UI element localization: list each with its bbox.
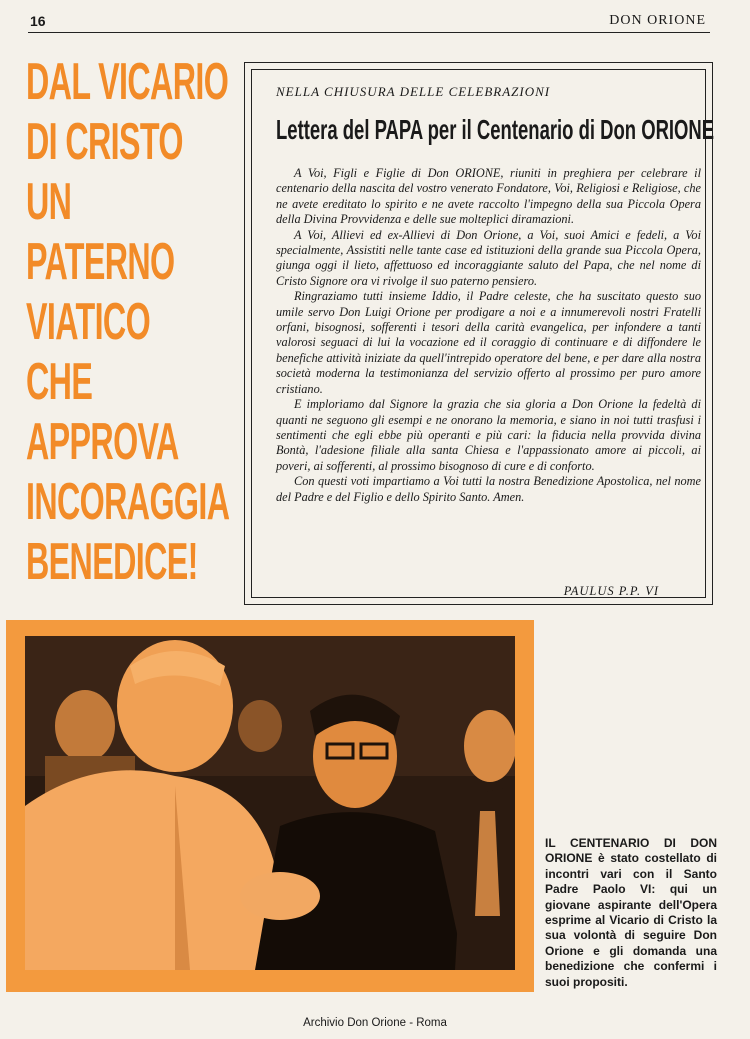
caption-text: è stato costellato di incontri vari con il Santo Padre Paolo VI: qui un giovane aspirante dell'Opera esprime al Vicario di Cristo la sua volontà di seguire Don Orione e gli domanda una benedizione che confermi i suoi propositi. [545,851,717,989]
headline-line: CHE [26,353,93,411]
letter-body [276,166,701,505]
headline-line: INCORAGGIA [26,473,230,531]
letter-paragraph: E imploriamo dal Signore la grazia che sia gloria a Don Orione la fedeltà di quanti ne seguono gli esempi e ne onorano la memoria, e siano in noi tutti trasfusi i sentimenti che egli ebbe più operanti e più cari: la fiducia nella provvida divina Bontà, l'adesione filiale alla santa Chiesa e l'appassionato amore ai piccoli, ai poveri, ai sofferenti, al prossimo bisognoso di cure e di conforto. [276,397,701,473]
archive-footer: Archivio Don Orione - Roma [303,1017,447,1029]
letter-paragraph: Ringraziamo tutti insieme Iddio, il Padre celeste, che ha suscitato questo suo umile servo Don Luigi Orione per prodigare a noi e a innumerevoli nostri Fratelli orfani, bisognosi, sofferenti i tesori della carità evangelica, per infondere a tanti valorosi seguaci di lui la vocazione ed il coraggio di continuare e di diffondere le benefiche attività iniziate da quell'intrepido operatore del bene, e per dare alla nostra società moderna la testimonianza del servizio offerto al prossimo per puro amore cristiano. [276,289,701,396]
headline-line: PATERNO [26,233,175,291]
headline-line: UN [26,173,72,231]
letter-kicker: NELLA CHIUSURA DELLE CELEBRAZIONI [276,84,551,99]
letter-paragraph: A Voi, Allievi ed ex-Allievi di Don Orione, a Voi, suoi Amici e fedeli, a Voi specialmente, Assistiti nelle tante case ed istituzioni della grande sua Piccola Opera, giunga oggi il lieto, affettuoso ed incoraggiante saluto del Papa, che nel nome di Cristo Signore ora vi rivolge il suo paterno pensiero. [276,227,701,288]
photo-frame [6,620,534,992]
headline [26,52,230,592]
headline-line: VIATICO [26,293,151,351]
letter-inner-frame [251,69,715,598]
photo-caption [545,836,717,990]
header-rule [28,32,710,33]
letter-signature: PAULUS P.P. VI [563,584,659,598]
caption-lead: IL CENTENARIO DI DON ORIONE [545,836,717,866]
headline-line: APPROVA [26,413,179,471]
letter-paragraph: A Voi, Figli e Figlie di Don ORIONE, riuniti in preghiera per celebrare il centenario della nascita del vostro venerato Fondatore, Voi, Religiosi e Religiose, che ne avete ereditato lo spirito e ne avete raccolto l'impegno della sua Piccola Opera della Divina Provvidenza e delle sue molteplici diramazioni. [276,166,701,227]
headline-line: DAL VICARIO [26,53,229,111]
running-head: DON ORIONE [609,13,706,28]
page-number: 16 [30,13,46,29]
letter-paragraph: Con questi voti impartiamo a Voi tutti la nostra Benedizione Apostolica, nel nome del Padre e del Figlio e dello Spirito Santo. Amen. [276,474,701,504]
headline-line: BENEDICE! [26,533,198,591]
photo-pope-blessing [25,636,515,970]
letter-title: Lettera del PAPA per il Centenario di Don ORIONE [276,114,715,145]
headline-line: DI CRISTO [26,113,183,171]
letter-box [244,62,713,605]
